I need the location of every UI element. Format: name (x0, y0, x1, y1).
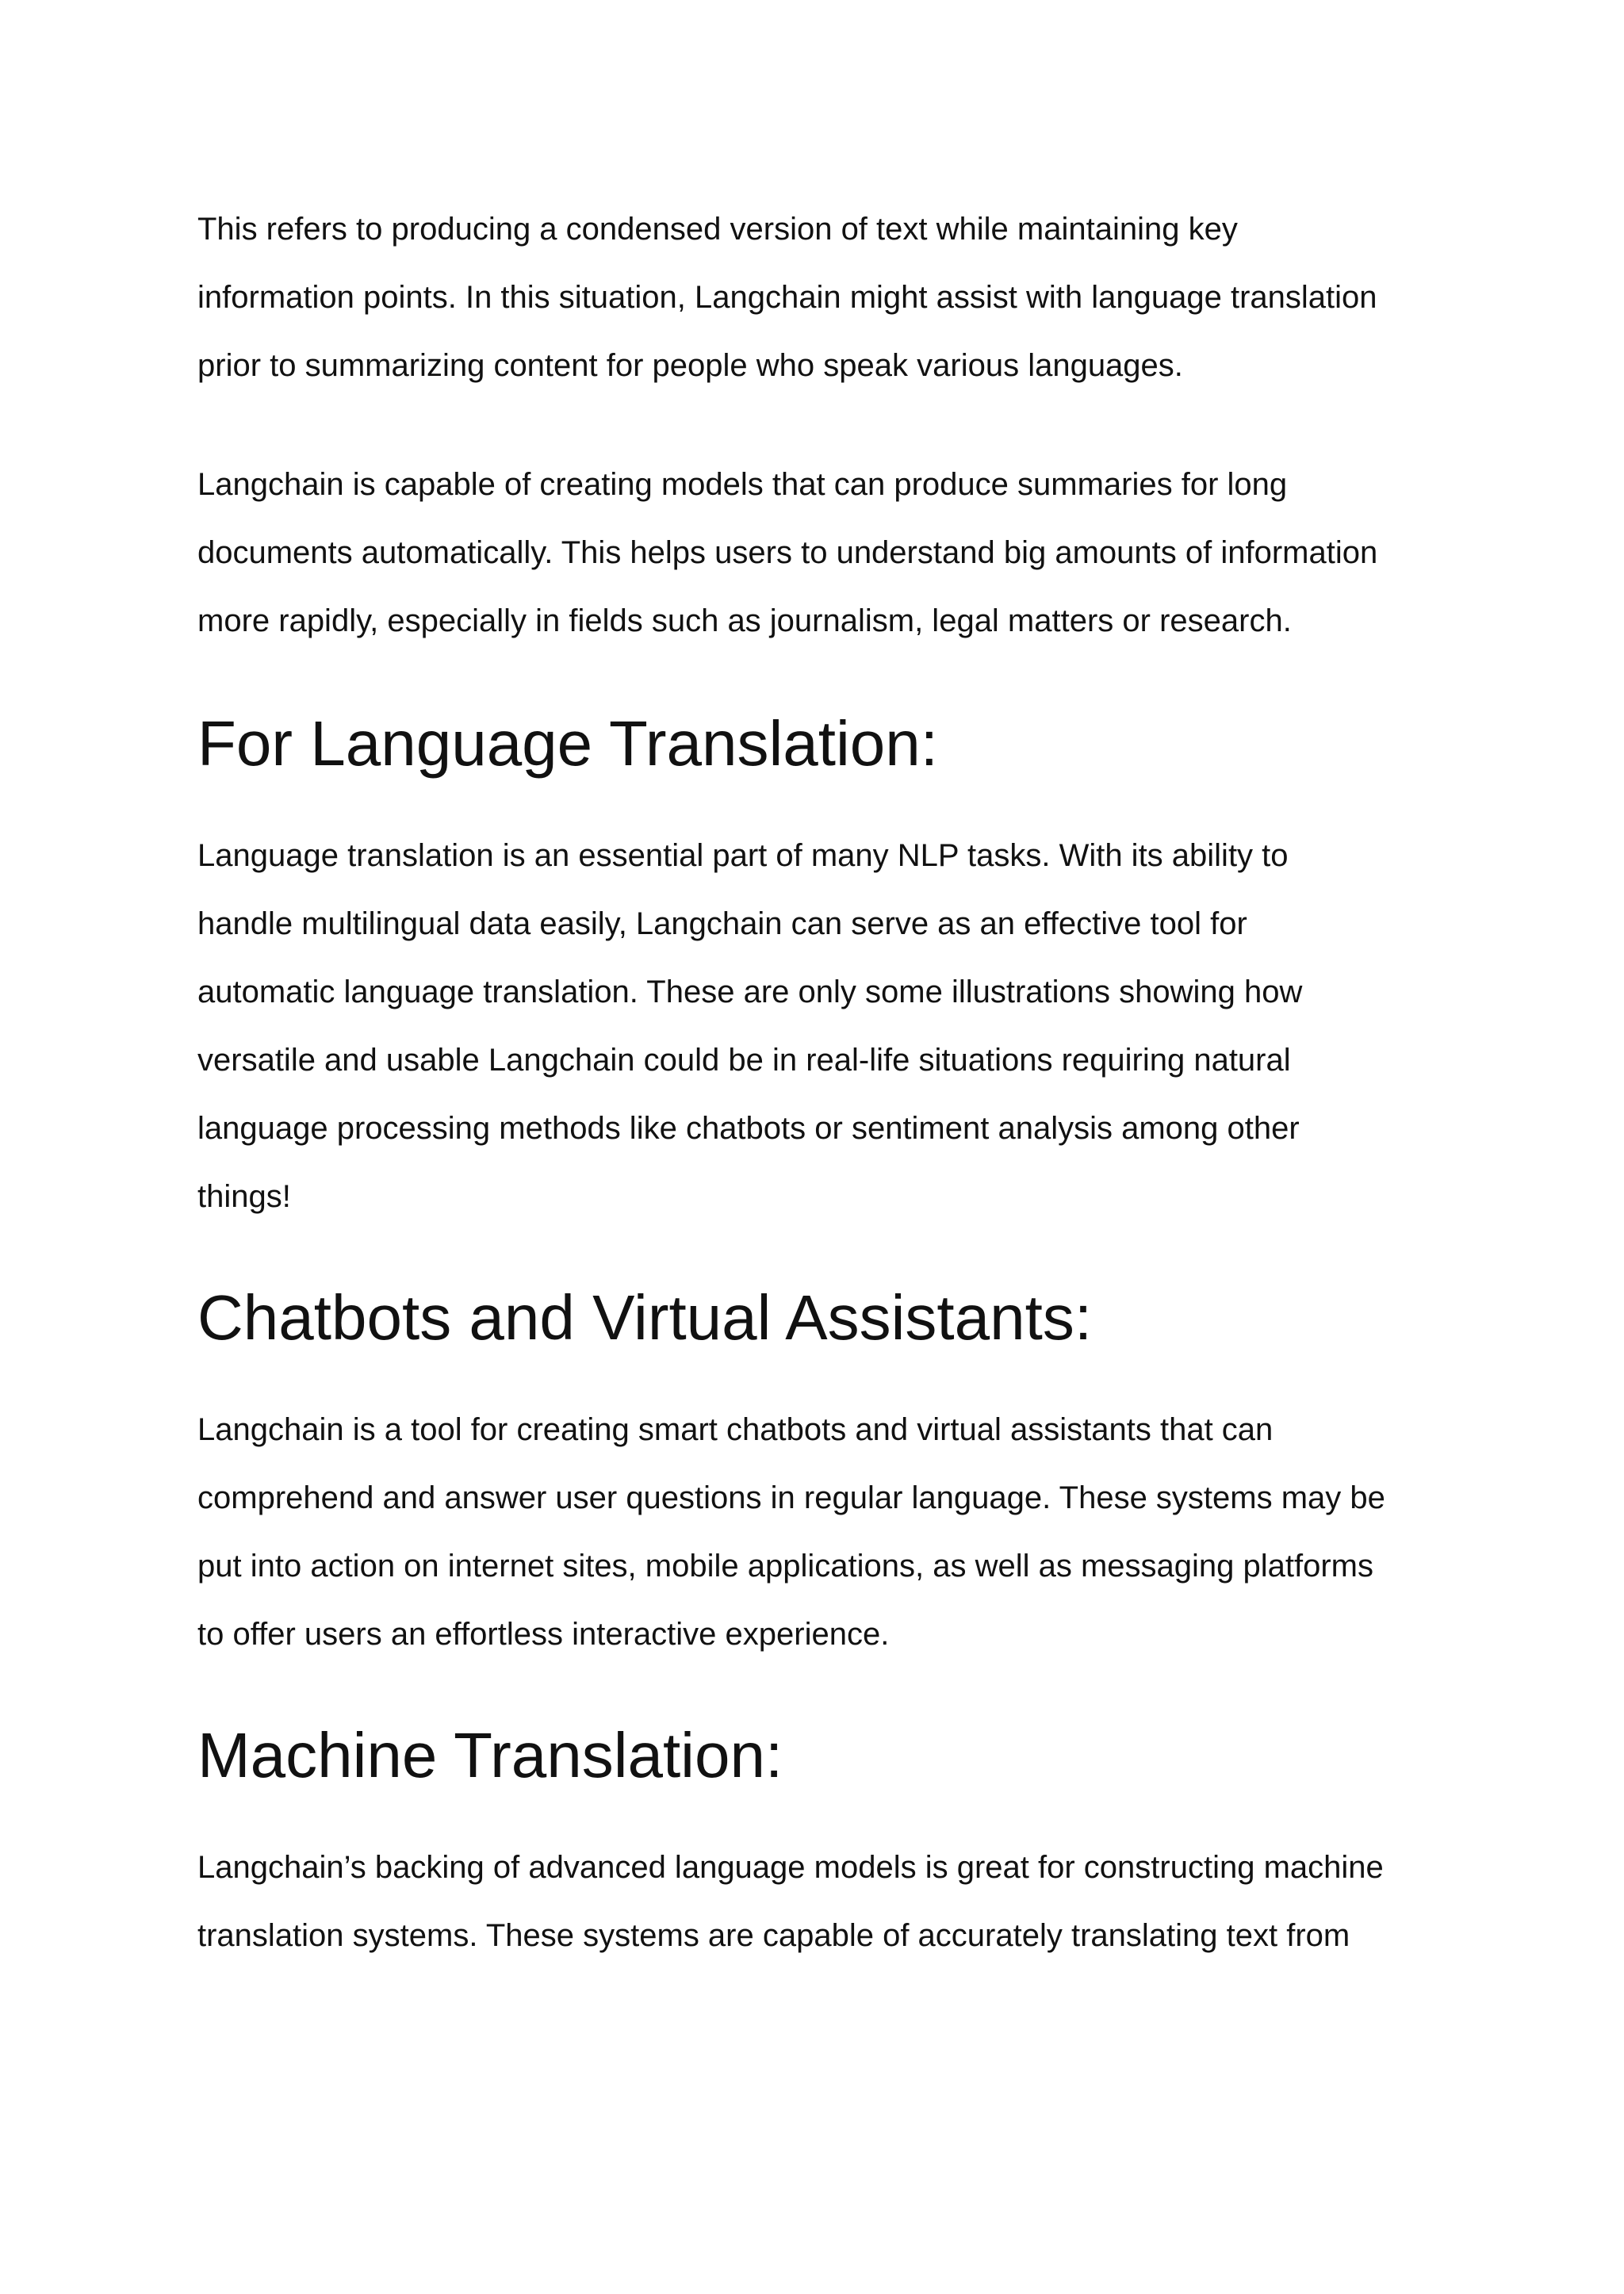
intro-paragraph (197, 195, 1442, 400)
text-line: comprehend and answer user questions in regular language. These systems may be (197, 1480, 1385, 1515)
document-content (197, 195, 1442, 1970)
text-line: versatile and usable Langchain could be in real-life situations requiring natural (197, 1043, 1291, 1078)
text-line: translation systems. These systems are capable of accurately translating text from (197, 1918, 1350, 1953)
language-translation-heading: For Language Translation: (197, 708, 938, 779)
text-line: Langchain’s backing of advanced language models is great for constructing machine (197, 1850, 1384, 1885)
text-line: Langchain is a tool for creating smart chatbots and virtual assistants that can (197, 1412, 1274, 1447)
text-line: information points. In this situation, Langchain might assist with language translation (197, 280, 1377, 315)
text-line: handle multilingual data easily, Langchain can serve as an effective tool for (197, 906, 1247, 941)
text-line: language processing methods like chatbots or sentiment analysis among other (197, 1111, 1300, 1146)
machine-translation-paragraph (197, 1833, 1442, 1970)
machine-translation-heading: Machine Translation: (197, 1720, 783, 1790)
summaries-paragraph (197, 450, 1442, 655)
text-line: Language translation is an essential part of many NLP tasks. With its ability to (197, 838, 1289, 873)
text-line: automatic language translation. These are only some illustrations showing how (197, 975, 1303, 1009)
text-line: Langchain is capable of creating models that can produce summaries for long (197, 467, 1288, 502)
text-line: things! (197, 1179, 291, 1214)
text-line: to offer users an effortless interactive experience. (197, 1617, 890, 1652)
chatbots-paragraph (197, 1396, 1442, 1668)
text-line: more rapidly, especially in fields such as journalism, legal matters or research. (197, 603, 1292, 638)
text-line: prior to summarizing content for people who speak various languages. (197, 348, 1183, 383)
text-line: This refers to producing a condensed version of text while maintaining key (197, 212, 1238, 247)
text-line: put into action on internet sites, mobile applications, as well as messaging platforms (197, 1549, 1373, 1584)
text-line: documents automatically. This helps users to understand big amounts of information (197, 535, 1378, 570)
chatbots-heading: Chatbots and Virtual Assistants: (197, 1282, 1093, 1353)
language-translation-paragraph (197, 821, 1442, 1231)
